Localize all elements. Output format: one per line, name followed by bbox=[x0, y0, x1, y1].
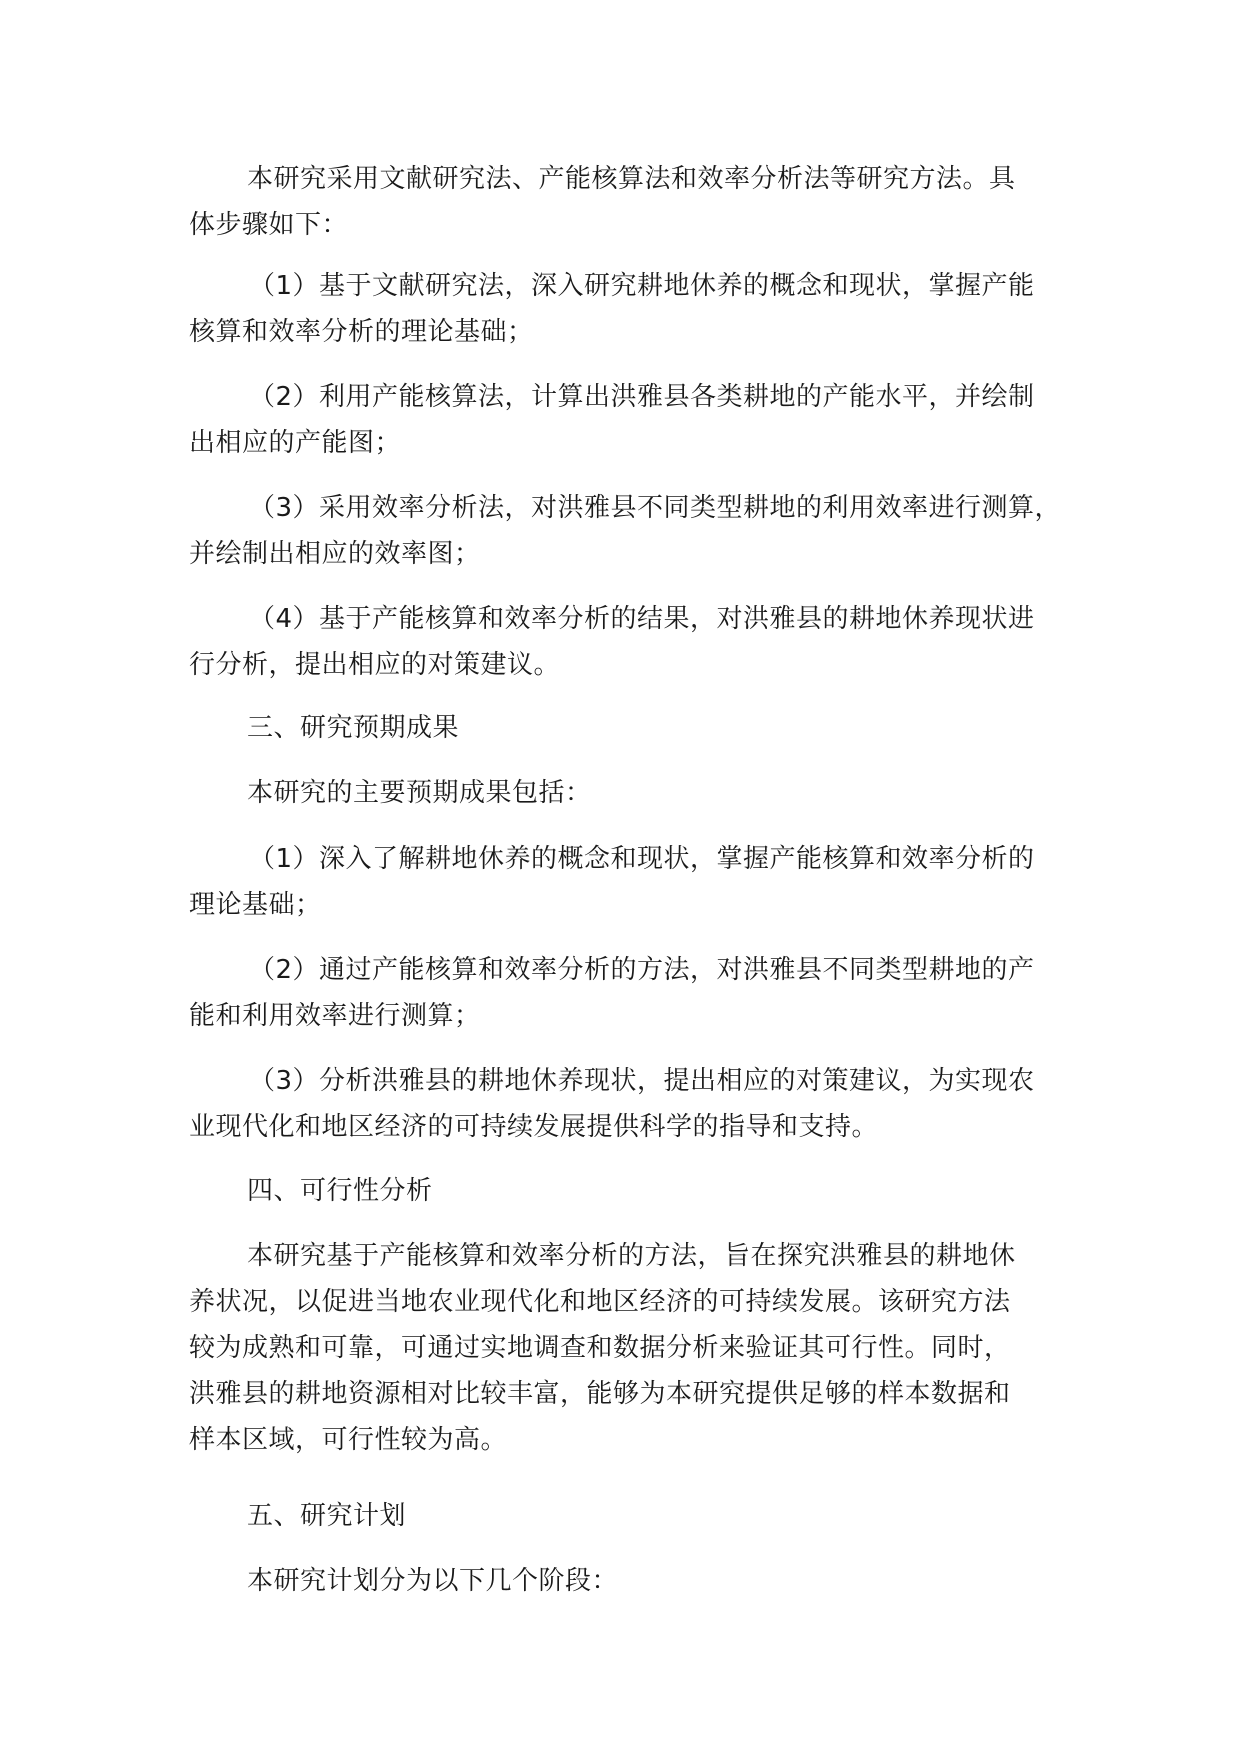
paragraph-line: （4）基于产能核算和效率分析的结果，对洪雅县的耕地休养现状进 bbox=[249, 604, 1035, 634]
paragraph-line: （2）利用产能核算法，计算出洪雅县各类耕地的产能水平，并绘制 bbox=[249, 382, 1035, 412]
method-intro-paragraph bbox=[189, 156, 1069, 248]
paragraph-line: （2）通过产能核算和效率分析的方法，对洪雅县不同类型耕地的产 bbox=[249, 955, 1035, 985]
paragraph-line: 并绘制出相应的效率图； bbox=[189, 539, 481, 569]
paragraph-line: 洪雅县的耕地资源相对比较丰富，能够为本研究提供足够的样本数据和 bbox=[189, 1379, 1011, 1409]
paragraph-line: 本研究采用文献研究法、产能核算法和效率分析法等研究方法。具 bbox=[247, 164, 1016, 194]
outcome-2-paragraph bbox=[189, 947, 1069, 1039]
section-3-intro: 本研究的主要预期成果包括： bbox=[247, 778, 592, 808]
step-3-paragraph bbox=[189, 485, 1069, 577]
paragraph-line: 业现代化和地区经济的可持续发展提供科学的指导和支持。 bbox=[189, 1112, 879, 1142]
paragraph-line: 本研究基于产能核算和效率分析的方法，旨在探究洪雅县的耕地休 bbox=[247, 1241, 1016, 1271]
section-5-intro: 本研究计划分为以下几个阶段： bbox=[247, 1566, 619, 1596]
step-4-paragraph bbox=[189, 596, 1069, 688]
paragraph-line: 行分析，提出相应的对策建议。 bbox=[189, 650, 561, 680]
step-1-paragraph bbox=[189, 263, 1069, 355]
paragraph-line: 理论基础； bbox=[189, 890, 322, 920]
section-4-heading: 四、可行性分析 bbox=[247, 1176, 433, 1206]
paragraph-line: 核算和效率分析的理论基础； bbox=[189, 317, 534, 347]
paragraph-line: （3）采用效率分析法，对洪雅县不同类型耕地的利用效率进行测算， bbox=[249, 493, 1062, 523]
paragraph-line: 较为成熟和可靠，可通过实地调查和数据分析来验证其可行性。同时， bbox=[189, 1333, 1011, 1363]
section-5-heading: 五、研究计划 bbox=[247, 1501, 407, 1531]
feasibility-paragraph bbox=[189, 1233, 1069, 1463]
paragraph-line: 样本区域，可行性较为高。 bbox=[189, 1425, 508, 1455]
paragraph-line: （3）分析洪雅县的耕地休养现状，提出相应的对策建议，为实现农 bbox=[249, 1066, 1035, 1096]
paragraph-line: （1）深入了解耕地休养的概念和现状，掌握产能核算和效率分析的 bbox=[249, 844, 1035, 874]
step-2-paragraph bbox=[189, 374, 1069, 466]
paragraph-line: 能和利用效率进行测算； bbox=[189, 1001, 481, 1031]
paragraph-line: 出相应的产能图； bbox=[189, 428, 402, 458]
section-3-heading: 三、研究预期成果 bbox=[247, 713, 460, 743]
paragraph-line: （1）基于文献研究法，深入研究耕地休养的概念和现状，掌握产能 bbox=[249, 271, 1035, 301]
outcome-1-paragraph bbox=[189, 836, 1069, 928]
outcome-3-paragraph bbox=[189, 1058, 1069, 1150]
paragraph-line: 养状况，以促进当地农业现代化和地区经济的可持续发展。该研究方法 bbox=[189, 1287, 1011, 1317]
paragraph-line: 体步骤如下： bbox=[189, 210, 349, 240]
